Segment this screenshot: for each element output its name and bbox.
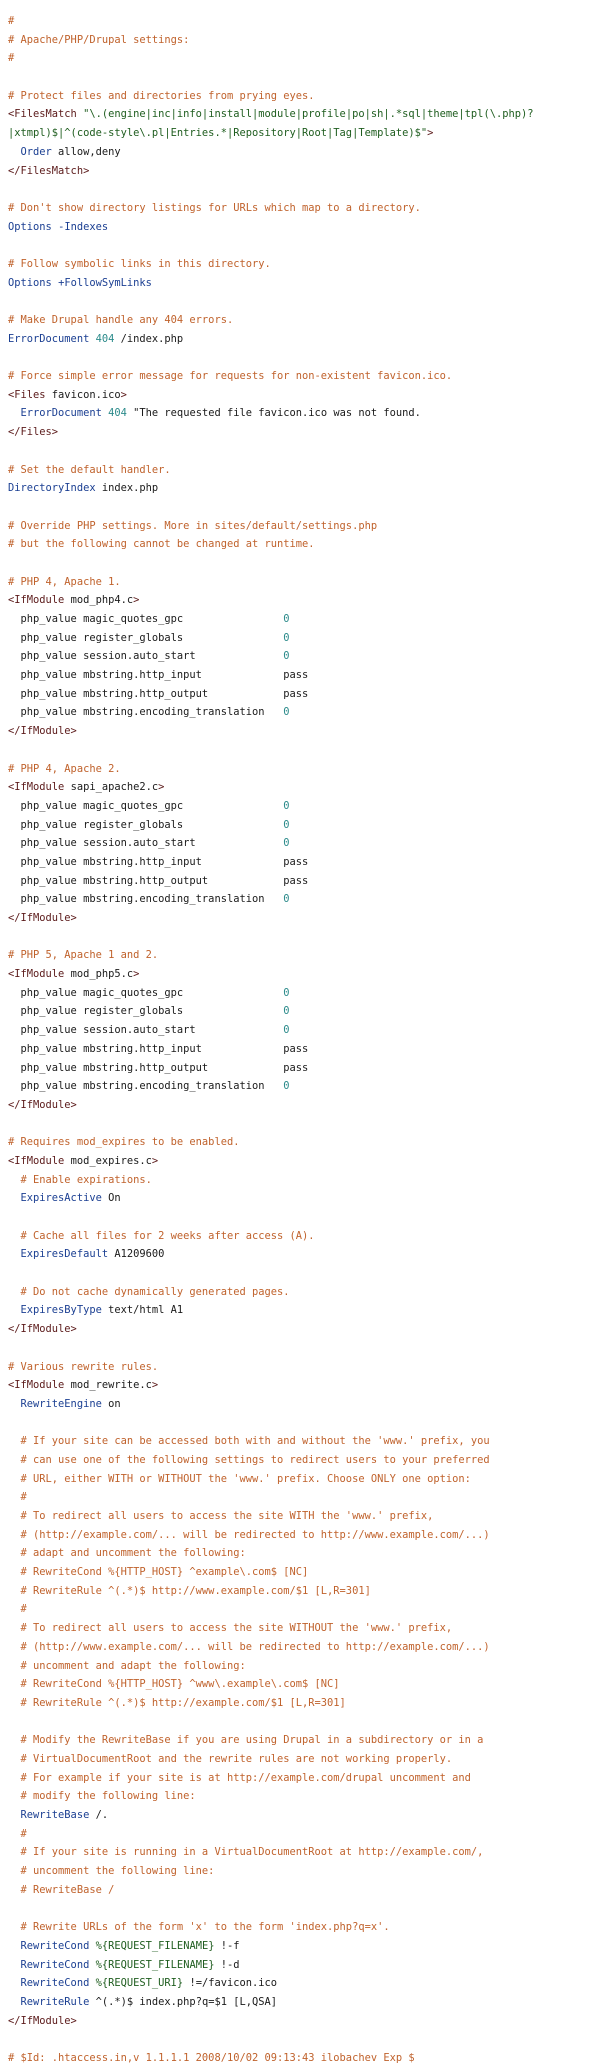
- code-comment: # PHP 4, Apache 1.: [8, 575, 121, 588]
- code-line: [8, 1843, 600, 1862]
- code-line: [8, 105, 600, 124]
- code-comment: # RewriteBase /: [20, 1883, 115, 1896]
- code-line: [8, 703, 600, 722]
- code-line: [8, 1675, 600, 1694]
- code-line: [8, 610, 600, 629]
- code-comment: # Follow symbolic links in this directory.: [8, 257, 271, 270]
- code-text: [8, 1996, 21, 2008]
- code-text: [8, 1454, 21, 1466]
- code-line: [8, 404, 600, 423]
- code-line: [8, 853, 600, 872]
- code-text: php_value register_globals: [8, 818, 284, 831]
- blank-line: [8, 741, 600, 760]
- code-line: [8, 1657, 600, 1676]
- code-tag: >: [120, 388, 127, 401]
- code-text: php_value mbstring.http_output pass: [8, 687, 309, 700]
- code-tag: <IfModule: [8, 594, 71, 607]
- code-comment: # (http://www.example.com/... will be redirected to http://example.com/...): [20, 1640, 490, 1653]
- code-text: ^(.*)$ index.php?q=$1 [L,QSA]: [89, 1995, 278, 2008]
- code-line: [8, 1227, 600, 1246]
- code-text: sapi_apache2.c: [70, 781, 159, 794]
- code-number: 0: [283, 893, 290, 906]
- code-comment: #: [20, 1827, 27, 1840]
- code-tag: >: [133, 968, 140, 981]
- code-text: php_value mbstring.http_input pass: [8, 669, 309, 682]
- code-text: !-d: [214, 1958, 240, 1971]
- code-line: [8, 1582, 600, 1601]
- code-text: [8, 1585, 21, 1597]
- code-number: 0: [283, 1024, 290, 1037]
- code-line: [8, 49, 600, 68]
- code-line: [8, 1096, 600, 1115]
- code-comment: # Rewrite URLs of the form 'x' to the form 'index.php?q=x'.: [20, 1921, 390, 1934]
- code-tag: >: [427, 127, 434, 140]
- code-text: [8, 1174, 21, 1186]
- code-line: [8, 1432, 600, 1451]
- code-text: [8, 1566, 21, 1578]
- code-number: 0: [283, 631, 290, 644]
- code-text: On: [101, 1192, 121, 1205]
- code-directive: -Indexes: [58, 220, 109, 233]
- code-comment: # To redirect all users to access the site WITHOUT the 'www.' prefix,: [20, 1622, 453, 1635]
- blank-line: [8, 1713, 600, 1732]
- code-tag: <IfModule: [8, 781, 71, 794]
- code-text: [8, 1473, 21, 1485]
- code-line: [8, 1189, 600, 1208]
- code-comment: # Various rewrite rules.: [8, 1360, 159, 1373]
- code-text: mod_rewrite.c: [70, 1379, 152, 1392]
- code-text: [8, 1529, 21, 1541]
- code-comment: # Modify the RewriteBase if you are using Drupal in a subdirectory or in a: [20, 1734, 484, 1747]
- code-directive: ExpiresByType: [20, 1304, 102, 1317]
- code-line: [8, 1787, 600, 1806]
- code-text: php_value session.auto_start: [8, 1024, 284, 1037]
- code-line: [8, 834, 600, 853]
- code-text: "The requested file favicon.ico was not found.: [126, 407, 421, 420]
- code-text: [8, 1248, 21, 1260]
- code-comment: # Override PHP settings. More in sites/default/settings.php: [8, 519, 378, 532]
- code-comment: # adapt and uncomment the following:: [20, 1547, 246, 1560]
- code-tag: </FilesMatch>: [8, 164, 90, 177]
- code-comment: # RewriteRule ^(.*)$ http://www.example.com/$1 [L,R=301]: [20, 1584, 371, 1597]
- blank-line: [8, 498, 600, 517]
- code-line: [8, 12, 600, 31]
- code-number: 0: [283, 706, 290, 719]
- code-text: [8, 1435, 21, 1447]
- code-number: 0: [283, 1080, 290, 1093]
- code-line: [8, 1376, 600, 1395]
- blank-line: [8, 1115, 600, 1134]
- code-line: [8, 31, 600, 50]
- code-text: [8, 1491, 21, 1503]
- code-text: php_value session.auto_start: [8, 650, 284, 663]
- code-text: [8, 1790, 21, 1802]
- code-line: [8, 1040, 600, 1059]
- code-text: favicon.ico: [51, 388, 121, 401]
- code-tag: <IfModule: [8, 968, 71, 981]
- code-line: [8, 573, 600, 592]
- code-comment: #: [20, 1491, 27, 1504]
- code-comment: # Apache/PHP/Drupal settings:: [8, 33, 190, 46]
- code-line: [8, 274, 600, 293]
- code-line: [8, 965, 600, 984]
- code-string: %{REQUEST_FILENAME}: [95, 1939, 215, 1952]
- code-line: [8, 1451, 600, 1470]
- code-comment: # PHP 4, Apache 2.: [8, 762, 121, 775]
- code-line: [8, 162, 600, 181]
- code-line: [8, 722, 600, 741]
- code-text: php_value register_globals: [8, 631, 284, 644]
- code-line: [8, 386, 600, 405]
- code-line: [8, 330, 600, 349]
- code-comment: # Force simple error message for requests for non-existent favicon.ico.: [8, 370, 453, 383]
- code-tag: </Files>: [8, 426, 59, 439]
- code-line: [8, 1638, 600, 1657]
- code-text: index.php: [95, 482, 159, 495]
- code-comment: # Do not cache dynamically generated pages.: [20, 1285, 290, 1298]
- code-comment: # Requires mod_expires to be enabled.: [8, 1136, 240, 1149]
- code-text: [8, 1846, 21, 1858]
- code-comment: #: [8, 52, 15, 65]
- code-tag: >: [133, 594, 140, 607]
- code-number: 0: [283, 613, 290, 625]
- code-line: [8, 1563, 600, 1582]
- blank-line: [8, 1208, 600, 1227]
- code-text: /.: [89, 1809, 109, 1821]
- code-text: [8, 1809, 21, 1821]
- code-comment: # uncomment the following line:: [20, 1865, 215, 1878]
- code-line: [8, 1544, 600, 1563]
- code-line: [8, 1002, 600, 1021]
- blank-line: [8, 180, 600, 199]
- blank-line: [8, 554, 600, 573]
- code-comment: # can use one of the following settings to redirect users to your preferred: [20, 1453, 490, 1466]
- code-number: 0: [283, 986, 290, 999]
- code-comment: # Make Drupal handle any 404 errors.: [8, 314, 234, 326]
- code-line: [8, 1059, 600, 1078]
- code-line: [8, 797, 600, 816]
- code-text: [8, 146, 21, 158]
- blank-line: [8, 236, 600, 255]
- code-directive: DirectoryIndex: [8, 482, 96, 495]
- code-line: [8, 1320, 600, 1339]
- code-line: [8, 255, 600, 274]
- code-line: [8, 218, 600, 237]
- code-comment: # (http://example.com/... will be redirected to http://www.example.com/...): [20, 1528, 490, 1541]
- code-text: [8, 1977, 21, 1989]
- blank-line: [8, 1414, 600, 1433]
- code-number: 404: [95, 332, 115, 345]
- code-text: mod_php4.c: [70, 594, 134, 607]
- code-directive: ErrorDocument: [20, 407, 102, 420]
- code-text: !=/favicon.ico: [183, 1977, 278, 1990]
- code-text: [8, 1940, 21, 1952]
- code-text: [8, 1828, 21, 1840]
- code-line: [8, 87, 600, 106]
- code-line: [8, 535, 600, 554]
- code-line: [8, 629, 600, 648]
- code-text: php_value mbstring.http_output pass: [8, 874, 309, 887]
- code-tag: <IfModule: [8, 1154, 71, 1167]
- code-number: 0: [283, 650, 290, 663]
- code-line: [8, 423, 600, 442]
- code-line: [8, 1077, 600, 1096]
- code-text: php_value magic_quotes_gpc: [8, 799, 284, 812]
- code-text: php_value register_globals: [8, 1005, 284, 1018]
- code-line: [8, 2012, 600, 2031]
- code-text: [8, 1622, 21, 1634]
- code-tag: <IfModule: [8, 1379, 71, 1392]
- code-directive: RewriteRule: [20, 1995, 90, 2008]
- blank-line: [8, 442, 600, 461]
- code-line: [8, 2049, 600, 2068]
- code-line: [8, 1152, 600, 1171]
- code-line: [8, 1806, 600, 1825]
- code-line: [8, 1974, 600, 1993]
- code-text: [8, 1697, 21, 1709]
- blank-line: [8, 1899, 600, 1918]
- code-line: [8, 760, 600, 779]
- code-line: [8, 1358, 600, 1377]
- code-comment: # Don't show directory listings for URLs which map to a directory.: [8, 201, 421, 214]
- code-comment: #: [8, 15, 15, 27]
- code-number: 404: [108, 407, 127, 420]
- code-number: 0: [283, 818, 290, 831]
- blank-line: [8, 68, 600, 87]
- code-line: [8, 1769, 600, 1788]
- code-directive: RewriteCond: [20, 1939, 90, 1952]
- blank-line: [8, 1339, 600, 1358]
- code-line: [8, 872, 600, 891]
- blank-line: [8, 292, 600, 311]
- code-string: |xtmpl)$|^(code-style\.pl|Entries.*|Repository|Root|Tag|Template)$": [8, 127, 428, 140]
- code-line: [8, 778, 600, 797]
- code-text: [8, 1230, 21, 1242]
- code-line: [8, 647, 600, 666]
- code-number: 0: [283, 1005, 290, 1018]
- code-line: [8, 890, 600, 909]
- code-line: [8, 124, 600, 143]
- code-line: [8, 909, 600, 928]
- code-tag: >: [151, 1379, 159, 1392]
- code-text: allow,deny: [51, 145, 121, 158]
- code-number: 0: [283, 837, 290, 850]
- code-comment: # Set the default handler.: [8, 463, 171, 476]
- code-directive: Order: [20, 145, 52, 158]
- code-line: [8, 1245, 600, 1264]
- code-directive: RewriteCond: [20, 1977, 90, 1990]
- code-text: [8, 1884, 21, 1896]
- code-directive: ExpiresActive: [20, 1192, 102, 1205]
- code-text: mod_php5.c: [70, 968, 134, 981]
- code-comment: # If your site is running in a VirtualDocumentRoot at http://example.com/,: [20, 1846, 484, 1859]
- code-line: [8, 517, 600, 536]
- code-number: 0: [283, 799, 290, 812]
- code-text: [8, 1398, 21, 1410]
- code-tag: </IfModule>: [8, 912, 77, 924]
- code-line: [8, 1171, 600, 1190]
- code-tag: </IfModule>: [8, 1323, 77, 1336]
- code-text: on: [101, 1397, 121, 1410]
- code-text: php_value mbstring.encoding_translation: [8, 1080, 284, 1093]
- code-string: "\.(engine|inc|info|install|module|profile|po|sh|.*sql|theme|tpl(\.php)?: [83, 108, 534, 121]
- code-text: [8, 1641, 21, 1653]
- code-comment: # $Id: .htaccess.in,v 1.1.1.1 2008/10/02 09:13:43 ilobachev Exp $: [8, 2051, 415, 2064]
- code-directive: +FollowSymLinks: [58, 276, 152, 289]
- code-text: [8, 1603, 21, 1615]
- code-directive: Options: [8, 276, 52, 289]
- code-text: !-f: [214, 1939, 240, 1952]
- code-comment: # RewriteCond %{HTTP_HOST} ^www\.example\.com$ [NC]: [20, 1678, 340, 1691]
- code-line: [8, 199, 600, 218]
- code-text: php_value magic_quotes_gpc: [8, 986, 284, 999]
- code-comment: # RewriteCond %{HTTP_HOST} ^example\.com$ [NC]: [20, 1566, 309, 1579]
- code-directive: RewriteBase: [20, 1809, 90, 1821]
- code-line: [8, 367, 600, 386]
- code-text: mod_expires.c: [70, 1154, 152, 1167]
- code-line: [8, 1918, 600, 1937]
- code-text: text/html A1: [101, 1304, 184, 1317]
- code-line: [8, 591, 600, 610]
- code-comment: # modify the following line:: [20, 1790, 196, 1803]
- code-line: [8, 461, 600, 480]
- code-line: [8, 1301, 600, 1320]
- code-line: [8, 1619, 600, 1638]
- code-tag: </IfModule>: [8, 725, 77, 738]
- code-comment: # VirtualDocumentRoot and the rewrite rules are not working properly.: [20, 1752, 453, 1765]
- code-tag: >: [158, 781, 165, 794]
- code-line: [8, 1731, 600, 1750]
- code-line: [8, 685, 600, 704]
- code-tag: </IfModule>: [8, 1098, 77, 1111]
- code-text: [8, 1660, 21, 1672]
- code-comment: # To redirect all users to access the site WITH the 'www.' prefix,: [20, 1510, 434, 1522]
- code-tag: >: [151, 1154, 159, 1167]
- code-directive: ExpiresDefault: [20, 1248, 109, 1261]
- code-text: php_value mbstring.http_input pass: [8, 855, 309, 868]
- code-comment: # but the following cannot be changed at runtime.: [8, 538, 315, 551]
- code-line: [8, 1470, 600, 1489]
- code-line: [8, 1526, 600, 1545]
- code-line: [8, 1600, 600, 1619]
- code-directive: Options: [8, 220, 52, 233]
- code-text: [8, 1304, 21, 1316]
- blank-line: [8, 928, 600, 947]
- code-text: [8, 1510, 21, 1522]
- code-line: [8, 1395, 600, 1414]
- code-line: [8, 1507, 600, 1526]
- code-line: [8, 1937, 600, 1956]
- code-directive: RewriteCond: [20, 1958, 90, 1971]
- blank-line: [8, 348, 600, 367]
- code-line: [8, 311, 600, 330]
- code-string: %{REQUEST_FILENAME}: [95, 1958, 215, 1971]
- code-tag: <Files: [8, 388, 52, 401]
- code-comment: # RewriteRule ^(.*)$ http://example.com/$1 [L,R=301]: [20, 1696, 346, 1709]
- code-line: [8, 1825, 600, 1844]
- code-text: [8, 1865, 21, 1877]
- blank-line: [8, 1264, 600, 1283]
- code-comment: # Cache all files for 2 weeks after access (A).: [20, 1229, 315, 1242]
- code-comment: # PHP 5, Apache 1 and 2.: [8, 949, 159, 962]
- code-comment: # Enable expirations.: [20, 1173, 152, 1186]
- code-text: php_value mbstring.http_input pass: [8, 1042, 309, 1055]
- code-text: [8, 1547, 21, 1559]
- code-text: A1209600: [108, 1248, 165, 1261]
- code-text: [8, 1959, 21, 1971]
- code-line: [8, 1283, 600, 1302]
- code-text: [8, 1921, 21, 1933]
- code-text: [8, 1734, 21, 1746]
- code-line: [8, 984, 600, 1003]
- code-line: [8, 1881, 600, 1900]
- code-text: /index.php: [114, 332, 184, 345]
- code-text: php_value session.auto_start: [8, 837, 284, 850]
- code-line: [8, 479, 600, 498]
- code-line: [8, 666, 600, 685]
- code-line: [8, 1133, 600, 1152]
- code-text: [8, 1753, 21, 1765]
- blank-line: [8, 2030, 600, 2049]
- code-tag: <FilesMatch: [8, 108, 84, 121]
- code-line: [8, 1488, 600, 1507]
- code-text: [8, 1286, 21, 1298]
- code-line: [8, 143, 600, 162]
- code-line: [8, 1694, 600, 1713]
- code-directive: ErrorDocument: [8, 332, 90, 345]
- code-text: php_value mbstring.encoding_translation: [8, 893, 284, 906]
- code-text: php_value magic_quotes_gpc: [8, 613, 284, 625]
- code-comment: # For example if your site is at http://example.com/drupal uncomment and: [20, 1771, 471, 1784]
- code-text: [8, 407, 21, 419]
- code-line: [8, 1862, 600, 1881]
- code-text: php_value mbstring.encoding_translation: [8, 706, 284, 719]
- code-comment: # uncomment and adapt the following:: [20, 1659, 246, 1672]
- code-comment: #: [20, 1603, 27, 1616]
- code-line: [8, 816, 600, 835]
- code-tag: </IfModule>: [8, 2014, 77, 2027]
- code-text: [8, 1192, 21, 1204]
- code-text: [8, 1772, 21, 1784]
- code-line: [8, 1750, 600, 1769]
- code-line: [8, 946, 600, 965]
- code-comment: # URL, either WITH or WITHOUT the 'www.' prefix. Choose ONLY one option:: [20, 1472, 471, 1485]
- code-comment: # If your site can be accessed both with and without the 'www.' prefix, you: [20, 1435, 490, 1448]
- code-line: [8, 1956, 600, 1975]
- code-string: %{REQUEST_URI}: [95, 1977, 184, 1990]
- code-line: [8, 1021, 600, 1040]
- code-text: [8, 1678, 21, 1690]
- code-text: php_value mbstring.http_output pass: [8, 1061, 309, 1074]
- code-directive: RewriteEngine: [20, 1397, 102, 1410]
- code-comment: # Protect files and directories from prying eyes.: [8, 89, 315, 102]
